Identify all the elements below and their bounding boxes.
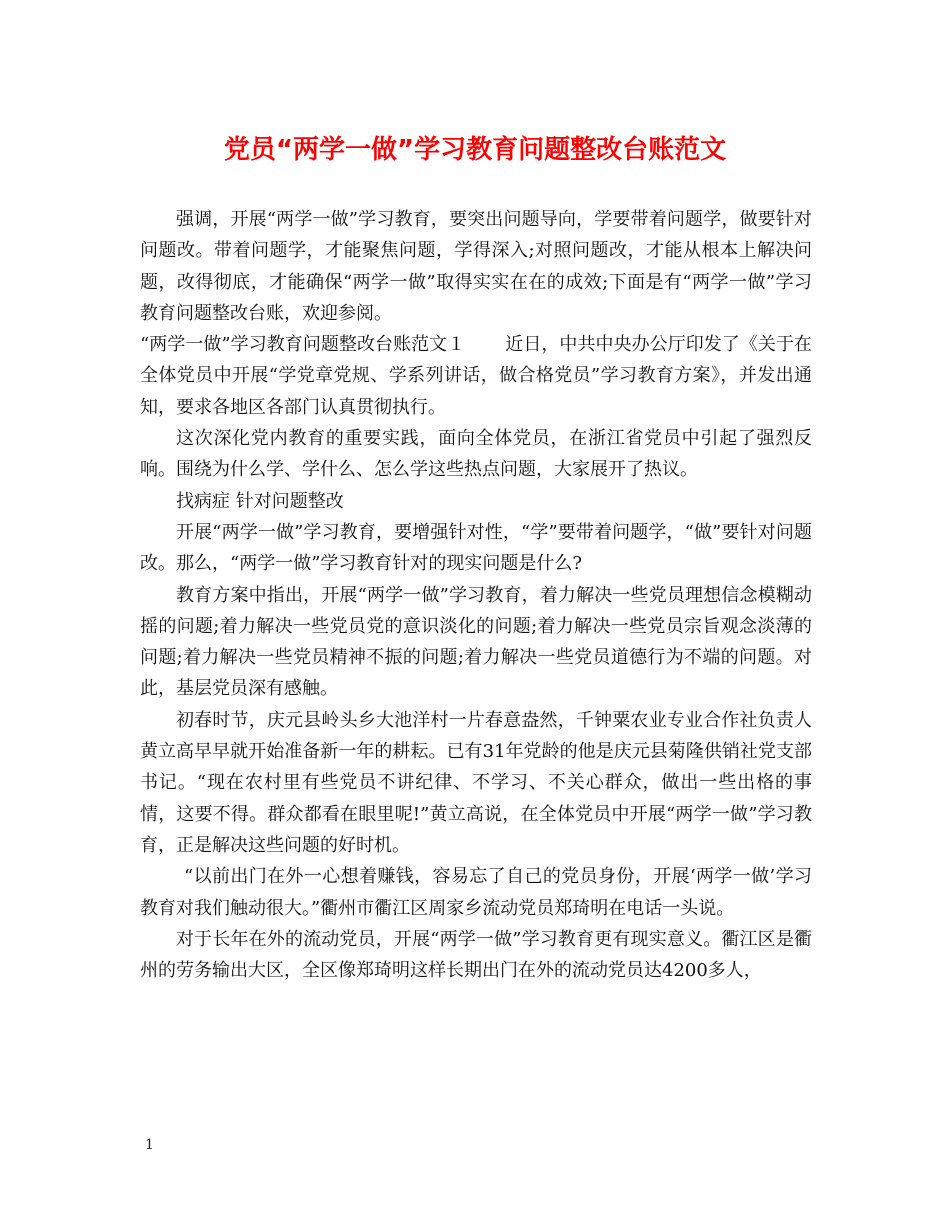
paragraph-targeting: 开展“两学一做”学习教育，要增强针对性，“学”要带着问题学，“做”要针对问题改。那么，“两学一做”学习教育针对的现实问题是什么? <box>140 521 812 575</box>
paragraph-sample-heading <box>140 329 812 423</box>
paragraph-zheng-qiming: “以前出门在外一心想着赚钱，容易忘了自己的党员身份，开展‘两学一做’学习教育对我们触动很大。”衢州市衢江区周家乡流动党员郑琦明在电话一头说。 <box>140 866 812 919</box>
page-number: 1 <box>145 1137 154 1153</box>
sample-opening-text: 近日，中共中央办公厅印发了《关于在全体党员中开展“学党章党规、学系列讲话，做合格党员”学习教育方案》，并发出通知，要求各地区各部门认真贯彻执行。 <box>140 334 813 418</box>
paragraph-reaction: 这次深化党内教育的重要实践，面向全体党员，在浙江省党员中引起了强烈反响。围绕为什么学、学什么、怎么学这些热点问题，大家展开了热议。 <box>140 428 812 481</box>
document-body <box>140 204 812 986</box>
paragraph-huang-ligao: 初春时节，庆元县岭头乡大池洋村一片春意盎然，千钟粟农业专业合作社负责人黄立高早早就开始准备新一年的耕耘。已有31年党龄的他是庆元县菊隆供销社党支部书记。“现在农村里有些党员不讲纪律、不学习、不关心群众，做出一些出格的事情，这要不得。群众都看在眼里呢!”黄立高说，在全体党员中开展“两学一做”学习教育，正是解决这些问题的好时机。 <box>140 709 812 856</box>
section-heading: 找病症 针对问题整改 <box>176 490 344 512</box>
paragraph-plan: 教育方案中指出，开展“两学一做”学习教育，着力解决一些党员理想信念模糊动摇的问题;着力解决一些党员党的意识淡化的问题;着力解决一些党员宗旨观念淡薄的问题;着力解决一些党员精神不振的问题;着力解决一些党员道德行为不端的问题。对此，基层党员深有感触。 <box>140 584 812 700</box>
sample-heading-text: “两学一做”学习教育问题整改台账范文１ <box>140 334 466 356</box>
document-title: 党员“两学一做”学习教育问题整改台账范文 <box>223 135 727 165</box>
paragraph-intro: 强调，开展“两学一做”学习教育，要突出问题导向，学要带着问题学，做要针对问题改。带着问题学，才能聚焦问题，学得深入;对照问题改，才能从根本上解决问题，改得彻底，才能确保“两学一做”取得实实在在的成效;下面是有“两学一做”学习教育问题整改台账，欢迎参阅。 <box>140 209 812 324</box>
paragraph-migrant-members: 对于长年在外的流动党员，开展“两学一做”学习教育更有现实意义。衢江区是衢州的劳务输出大区，全区像郑琦明这样长期出门在外的流动党员达4200多人， <box>140 928 812 982</box>
